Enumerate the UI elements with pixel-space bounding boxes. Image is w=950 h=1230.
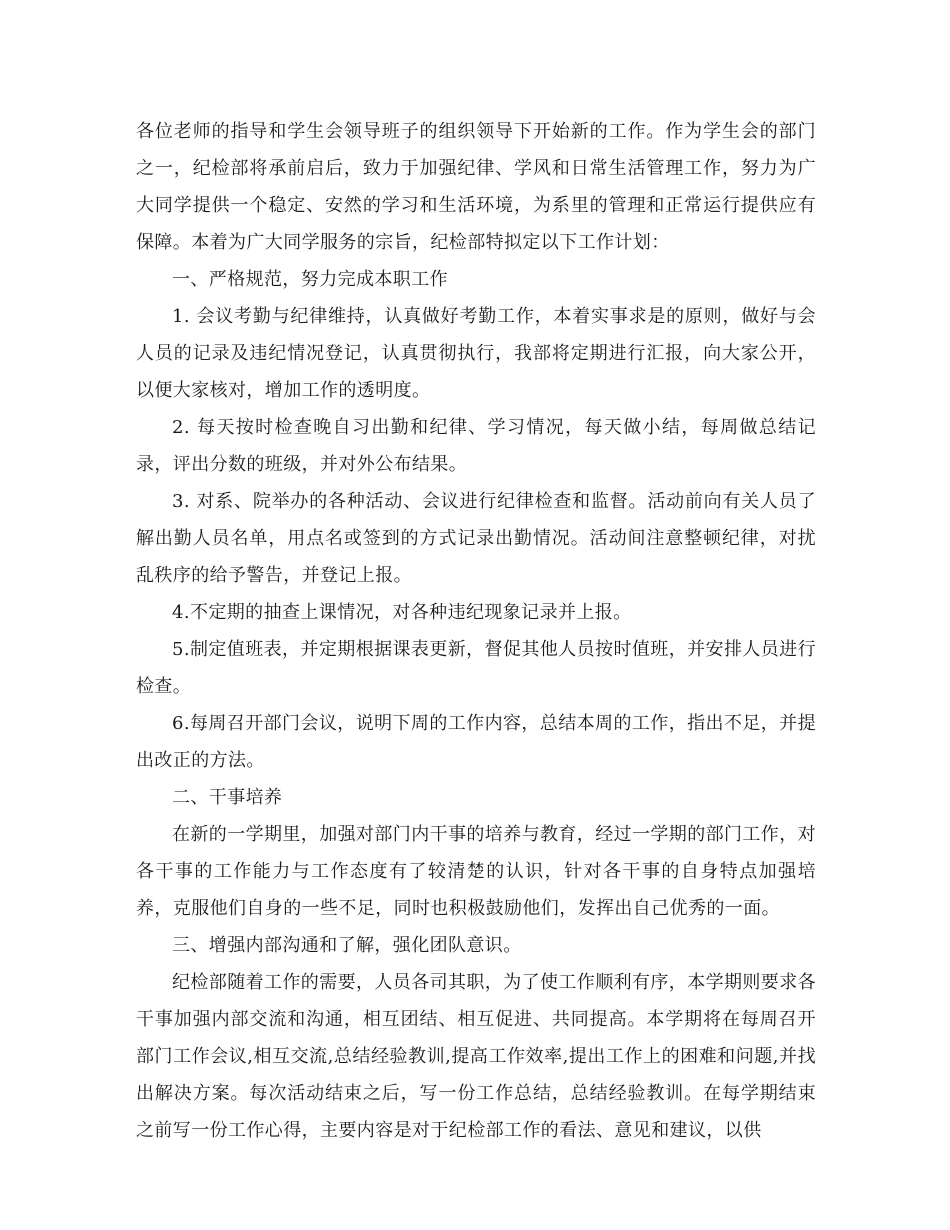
- paragraph-item-2: 2. 每天按时检查晚自习出勤和纪律、学习情况，每天做小结，每周做总结记录，评出分数的班级，并对外公布结果。: [136, 417, 816, 475]
- paragraph-item-5: 5.制定值班表，并定期根据课表更新，督促其他人员按时值班，并安排人员进行检查。: [136, 639, 816, 697]
- document-body: [136, 113, 816, 1149]
- paragraph-item-6: 6.每周召开部门会议，说明下周的工作内容，总结本周的工作，指出不足，并提出改正的方法。: [136, 713, 816, 771]
- paragraph-item-3: 3. 对系、院举办的各种活动、会议进行纪律检查和监督。活动前向有关人员了解出勤人员名单，用点名或签到的方式记录出勤情况。活动间注意整顿纪律，对扰乱秩序的给予警告，并登记上报。: [136, 491, 816, 586]
- paragraph-intro: 各位老师的指导和学生会领导班子的组织领导下开始新的工作。作为学生会的部门之一，纪检部将承前启后，致力于加强纪律、学风和日常生活管理工作，努力为广大同学提供一个稳定、安然的学习和生活环境，为系里的管理和正常运行提供应有保障。本着为广大同学服务的宗旨，纪检部特拟定以下工作计划：: [136, 121, 816, 253]
- heading-section-2: 二、干事培养: [172, 787, 283, 808]
- heading-section-3: 三、增强内部沟通和了解，强化团队意识。: [172, 935, 522, 956]
- paragraph-training: 在新的一学期里，加强对部门内干事的培养与教育，经过一学期的部门工作，对各干事的工作能力与工作态度有了较清楚的认识，针对各干事的自身特点加强培养，克服他们自身的一些不足，同时也积极鼓励他们，发挥出自己优秀的一面。: [136, 824, 816, 919]
- paragraph-communication: 纪检部随着工作的需要，人员各司其职，为了使工作顺利有序，本学期则要求各干事加强内部交流和沟通，相互团结、相互促进、共同提高。本学期将在每周召开部门工作会议,相互交流,总结经验教训,提高工作效率,提出工作上的困难和问题,并找出解决方案。每次活动结束之后，写一份工作总结，总结经验教训。在每学期结束之前写一份工作心得，主要内容是对于纪检部工作的看法、意见和建议，以供: [136, 972, 816, 1141]
- paragraph-item-1: 1. 会议考勤与纪律维持，认真做好考勤工作，本着实事求是的原则，做好与会人员的记录及违纪情况登记，认真贯彻执行，我部将定期进行汇报，向大家公开，以便大家核对，增加工作的透明度。: [136, 306, 816, 401]
- paragraph-item-4: 4.不定期的抽查上课情况，对各种违纪现象记录并上报。: [172, 602, 632, 623]
- heading-section-1: 一、严格规范，努力完成本职工作: [172, 269, 448, 290]
